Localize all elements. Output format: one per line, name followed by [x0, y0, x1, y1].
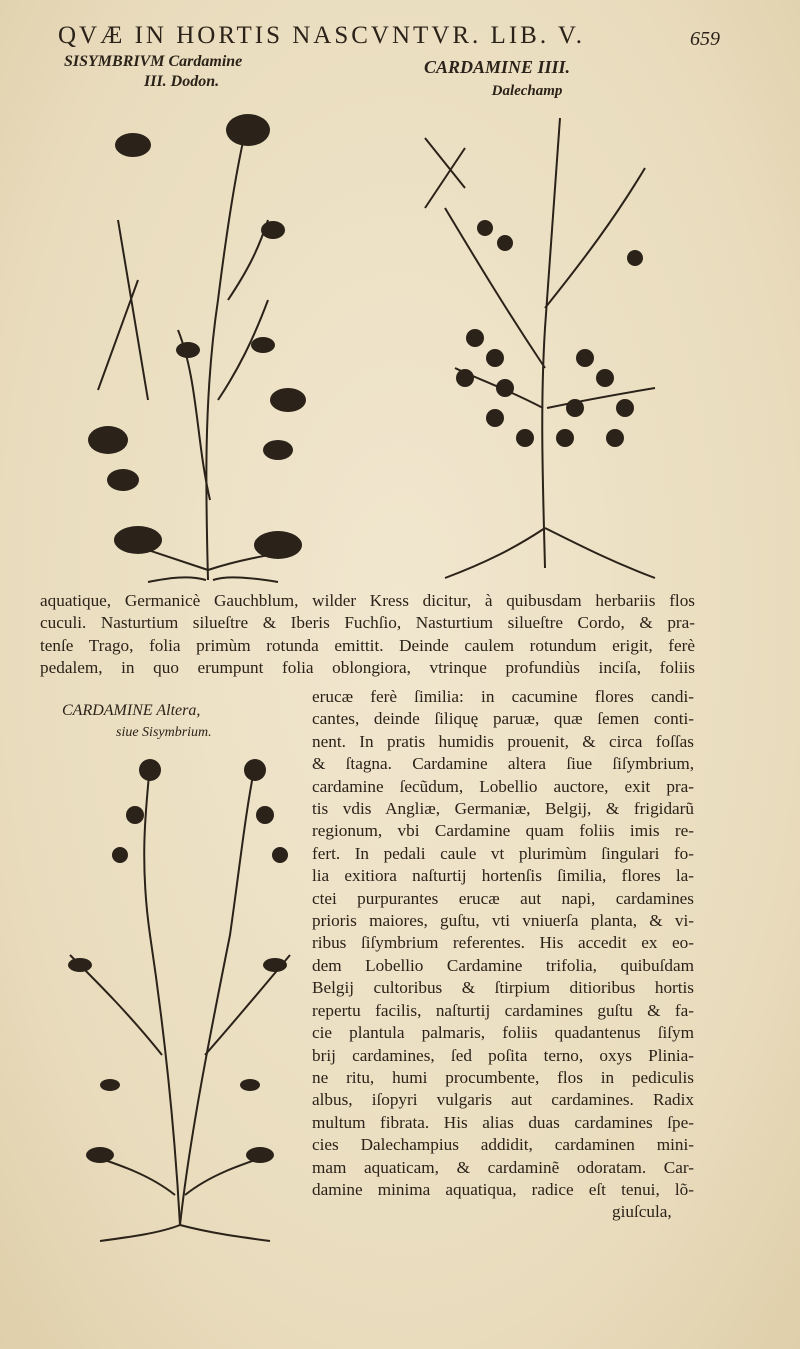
- text-line: albus, iſopyri vulgaris aut cardamines. Radix: [312, 1090, 694, 1110]
- text-line: giuſcula,: [612, 1202, 672, 1222]
- text-line: ctei purpurantes erucæ aut napi, cardamines: [312, 888, 694, 908]
- woodcut-sisymbrium-illustration: [78, 100, 338, 585]
- text-line: aquatique, Germanicè Gauchblum, wilder Kress dicitur, à quibusdam herbariis flos: [40, 591, 695, 610]
- text-line: brij cardamines, ſed poſita terno, oxys Plinia-: [312, 1045, 694, 1065]
- plant3-caption-line2: siue Sisymbrium.: [116, 725, 212, 740]
- text-line: cuculi. Nasturtium silueſtre & Iberis Fuchſio, Nasturtium silueſtre Cordo, & pra-: [40, 613, 695, 633]
- text-line: dem Lobellio Cardamine trifolia, quibuſdam: [312, 955, 694, 975]
- running-head: QVÆ IN HORTIS NASCVNTVR. LIB. V.: [58, 22, 585, 49]
- plant1-caption-line1: SISYMBRIVM Cardamine: [64, 53, 243, 70]
- page-number: 659: [690, 28, 720, 50]
- text-line: cantes, deinde ſiliquę paruæ, quæ ſemen conti-: [312, 709, 694, 729]
- body-text-column: [312, 686, 694, 1224]
- text-line: multum fibrata. His alias duas cardamines ſpe-: [312, 1112, 694, 1132]
- text-line: ne ritu, humi procumbente, flos in pediculis: [312, 1067, 694, 1087]
- text-line: repertu facilis, naſturtij cardamines guſtu & fa-: [312, 1000, 694, 1020]
- text-line: damine minima aquatiqua, radice eſt tenui, lõ-: [312, 1179, 694, 1199]
- text-line: lia exitiora naſturtij hortenſis ſimilia, flores la-: [312, 866, 694, 886]
- woodcut-cardamine-altera-illustration: [50, 755, 305, 1245]
- text-line: Belgij cultoribus & ſtirpium ditioribus hortis: [312, 978, 694, 998]
- woodcut-cardamine-iiii-illustration: [405, 108, 680, 586]
- plant3-caption-line1: CARDAMINE Altera,: [62, 702, 201, 719]
- text-line: tis vdis Angliæ, Germaniæ, Belgij, & frigidarũ: [312, 799, 694, 819]
- text-line: mam aquaticam, & cardaminẽ odoratam. Car-: [312, 1157, 694, 1177]
- text-line: prioris maiores, guſtu, vti vniuerſa planta, & vi-: [312, 911, 694, 931]
- text-line: fert. In pedali caule vt plurimùm ſingulari fo-: [312, 843, 694, 863]
- plant1-caption: [64, 52, 242, 92]
- text-line: pedalem, in quo erumpunt folia oblongiora, vtrinque profundiùs inciſa, foliis: [40, 658, 695, 678]
- text-line: ribus ſiſymbrium referentes. His accedit ex eo-: [312, 933, 694, 953]
- plant2-caption-line1: CARDAMINE IIII.: [424, 57, 571, 77]
- text-line: regionum, vbi Cardamine quam foliis imis re-: [312, 821, 694, 841]
- text-line: nent. In pratis humidis prouenit, & circa foſſas: [312, 731, 694, 751]
- plant3-caption: [62, 700, 212, 744]
- text-line: cardamine ſecũdum, Lobellio auctore, exit pra-: [312, 776, 694, 796]
- text-line: & ſtagna. Cardamine altera ſiue ſiſymbrium,: [312, 754, 694, 774]
- text-line: tenſe Trago, folia primùm rotunda emittit. Deinde caulem rotundum erigit, ferè: [40, 635, 695, 655]
- plant1-caption-line2: III. Dodon.: [144, 73, 220, 90]
- plant2-caption-line2: Dalechamp: [491, 83, 563, 99]
- plant2-caption: [424, 55, 570, 103]
- text-line: cies Dalechampius addidit, cardaminen mini-: [312, 1135, 694, 1155]
- text-line: erucæ ferè ſimilia: in cacumine flores candi-: [312, 687, 694, 706]
- body-text-full-width: [40, 590, 695, 680]
- text-line: cie plantula palmaris, foliis quadantenus ſiſym: [312, 1023, 694, 1043]
